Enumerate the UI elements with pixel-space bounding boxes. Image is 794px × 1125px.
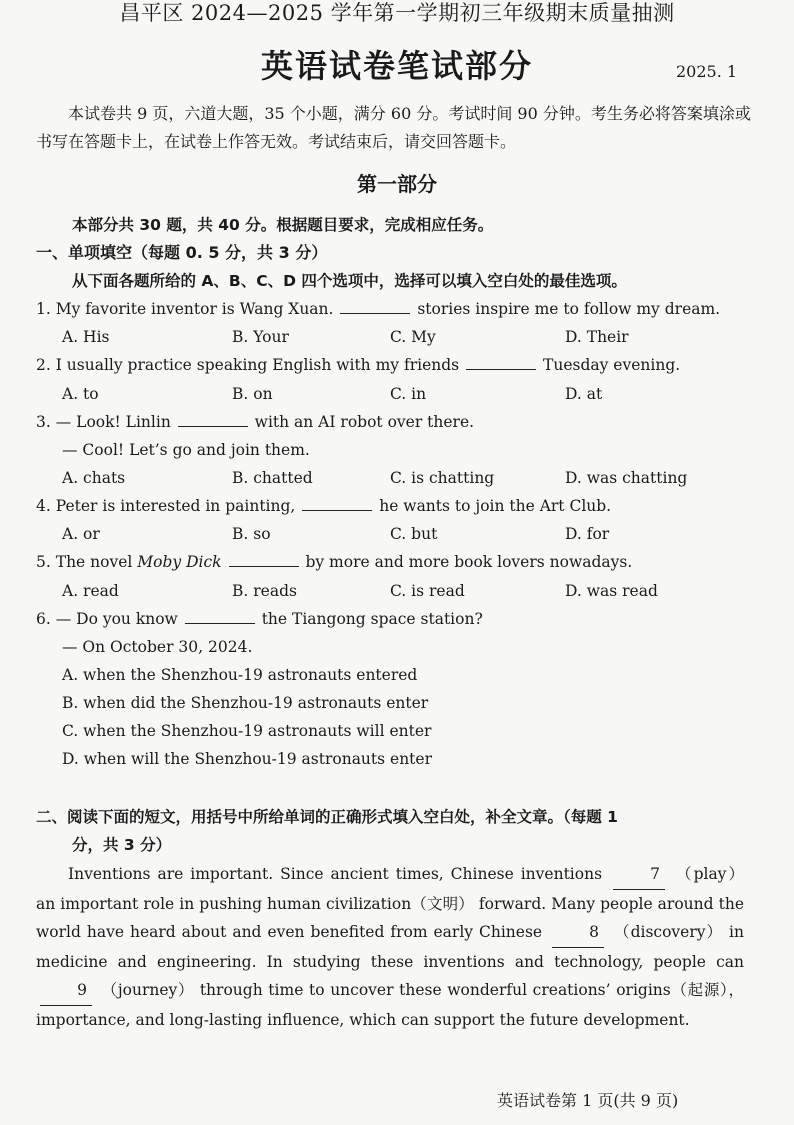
answer-blank — [178, 412, 248, 427]
passage-text: （play） an important role in pushing human civilization（文明） forward. Many people around the world have heard about and even benefited from early Chinese — [36, 865, 744, 942]
dialogue-reply: — Cool! Let’s go and join them. — [62, 441, 310, 459]
option-a: A. or — [62, 525, 100, 543]
option-d: D. was read — [565, 582, 658, 600]
option-a: A. to — [62, 385, 99, 403]
option-c: C. is chatting — [390, 469, 495, 487]
section-two-heading-cont: 分，共 3 分） — [72, 836, 172, 854]
option-d: D. Their — [565, 328, 629, 346]
part-one-description: 本部分共 30 题，共 40 分。根据题目要求，完成相应任务。 — [72, 216, 494, 234]
blank-7: 7 — [613, 860, 665, 890]
question-number: 4. — [36, 497, 51, 515]
option-d: D. was chatting — [565, 469, 688, 487]
reading-passage — [36, 860, 744, 1035]
question-stem: — Do you know — [55, 610, 178, 628]
passage-text: Inventions are important. Since ancient times, Chinese inventions — [68, 865, 603, 883]
option-a: A. when the Shenzhou-19 astronauts entered — [62, 666, 418, 684]
question-number: 6. — [36, 610, 51, 628]
option-b: B. when did the Shenzhou-19 astronauts enter — [62, 694, 429, 712]
question-number: 5. — [36, 553, 51, 571]
option-b: B. chatted — [232, 469, 313, 487]
question-2 — [36, 354, 680, 376]
question-5 — [36, 551, 632, 573]
question-stem: Tuesday evening. — [543, 356, 681, 374]
question-1 — [36, 298, 720, 320]
exam-date: 2025. 1 — [676, 62, 738, 81]
option-b: B. on — [232, 385, 273, 403]
option-c: C. My — [390, 328, 436, 346]
option-b: B. reads — [232, 582, 297, 600]
section-one-instruction: 从下面各题所给的 A、B、C、D 四个选项中，选择可以填入空白处的最佳选项。 — [72, 272, 627, 290]
question-stem: with an AI robot over there. — [254, 413, 475, 431]
option-d: D. when will the Shenzhou-19 astronauts enter — [62, 750, 432, 768]
option-a: A. chats — [62, 469, 126, 487]
novel-title: Moby Dick — [137, 553, 222, 571]
question-3 — [36, 411, 474, 433]
dialogue-reply: — On October 30, 2024. — [62, 638, 253, 656]
blank-9: 9 — [40, 976, 92, 1006]
exam-header-line: 昌平区 2024—2025 学年第一学期初三年级期末质量抽测 — [119, 1, 675, 25]
option-b: B. Your — [232, 328, 289, 346]
part-one-title: 第一部分 — [357, 172, 437, 196]
question-number: 1. — [36, 300, 51, 318]
section-two-heading: 二、阅读下面的短文，用括号中所给单词的正确形式填入空白处，补全文章。（每题 1 — [36, 808, 618, 826]
option-c: C. when the Shenzhou-19 astronauts will enter — [62, 722, 432, 740]
question-stem: stories inspire me to follow my dream. — [417, 300, 721, 318]
blank-8: 8 — [552, 918, 604, 948]
question-stem: The novel — [55, 553, 133, 571]
option-c: C. is read — [390, 582, 465, 600]
question-number: 3. — [36, 413, 51, 431]
option-a: A. His — [62, 328, 110, 346]
page-footer: 英语试卷第 1 页(共 9 页) — [497, 1091, 679, 1110]
passage-text: （journey） through time to uncover these wonderful creations’ origins（起源），importance, and long-lasting influence, which can support the future development. — [36, 981, 744, 1029]
question-stem: he wants to join the Art Club. — [379, 497, 612, 515]
question-stem: the Tiangong space station? — [261, 610, 483, 628]
option-b: B. so — [232, 525, 271, 543]
option-c: C. but — [390, 525, 438, 543]
question-stem: by more and more book lovers nowadays. — [305, 553, 633, 571]
page-title: 英语试卷笔试部分 — [260, 47, 533, 85]
passage-text: （discovery） in medicine and engineering. In studying these inventions and technology, people can — [36, 923, 744, 971]
question-4 — [36, 495, 611, 517]
question-stem: — Look! Linlin — [55, 413, 171, 431]
section-one-heading: 一、单项填空（每题 0. 5 分，共 3 分） — [36, 243, 328, 262]
exam-instructions: 本试卷共 9 页，六道大题，35 个小题，满分 60 分。考试时间 90 分钟。考生务必将答案填涂或书写在答题卡上，在试卷上作答无效。考试结束后，请交回答题卡。 — [36, 104, 751, 151]
answer-blank — [229, 552, 299, 567]
answer-blank — [340, 299, 410, 314]
answer-blank — [302, 496, 372, 511]
answer-blank — [185, 609, 255, 624]
option-a: A. read — [62, 582, 119, 600]
option-d: D. at — [565, 385, 603, 403]
option-d: D. for — [565, 525, 610, 543]
question-stem: I usually practice speaking English with my friends — [55, 356, 460, 374]
option-c: C. in — [390, 385, 427, 403]
question-number: 2. — [36, 356, 51, 374]
question-6 — [36, 608, 483, 630]
answer-blank — [466, 355, 536, 370]
question-stem: My favorite inventor is Wang Xuan. — [55, 300, 334, 318]
question-stem: Peter is interested in painting, — [55, 497, 296, 515]
